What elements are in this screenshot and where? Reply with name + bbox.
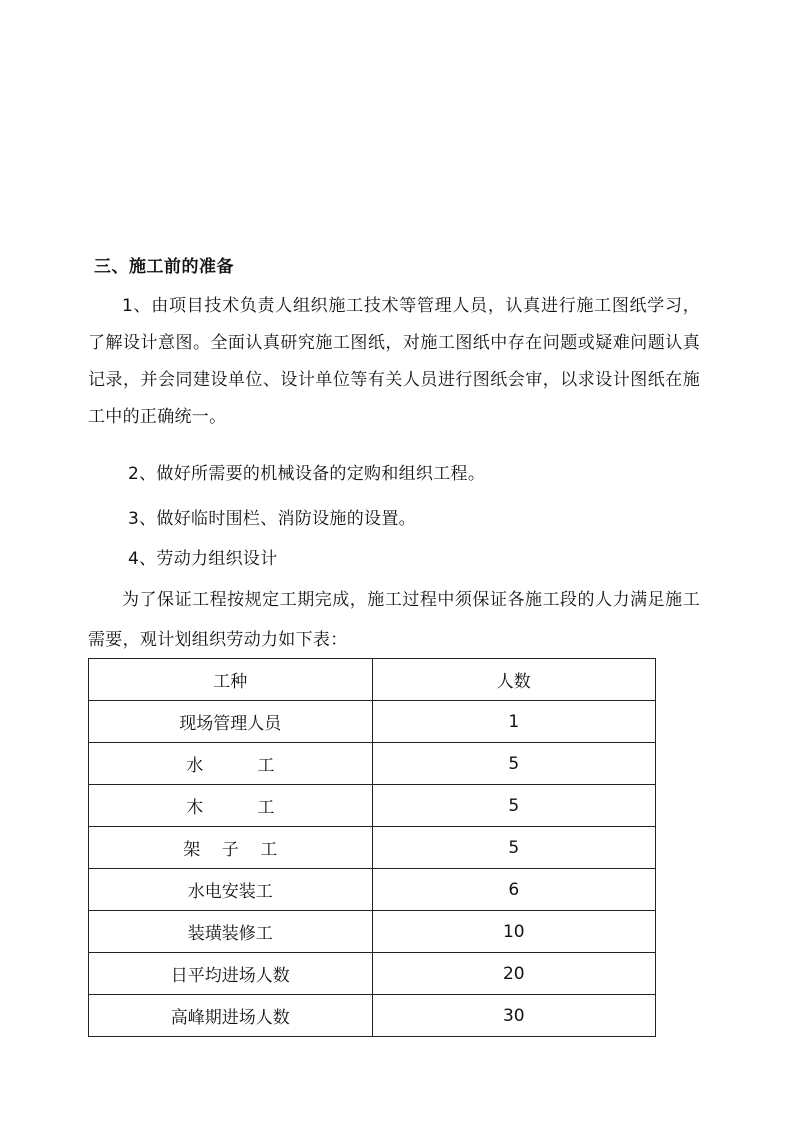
paragraph-item-4: 4、劳动力组织设计: [128, 549, 278, 569]
table-row: [89, 785, 656, 827]
count-cell: 1: [372, 701, 655, 743]
labor-table: [88, 658, 656, 1037]
table-row: [89, 743, 656, 785]
count-cell: 30: [372, 995, 655, 1037]
table-row: [89, 701, 656, 743]
count-cell: 5: [372, 827, 655, 869]
trade-cell: 高峰期进场人数: [89, 995, 373, 1037]
trade-cell: 水电安装工: [89, 869, 373, 911]
trade-cell: 水 工: [89, 743, 373, 785]
count-cell: 5: [372, 743, 655, 785]
trade-cell: 现场管理人员: [89, 701, 373, 743]
trade-cell: 装璜装修工: [89, 911, 373, 953]
table-header-row: [89, 659, 656, 701]
table-row: [89, 911, 656, 953]
section-heading: 三、施工前的准备: [94, 257, 234, 277]
header-count: 人数: [372, 659, 655, 701]
paragraph-item-3: 3、做好临时围栏、消防设施的设置。: [128, 509, 416, 529]
trade-cell: 架 子 工: [89, 827, 373, 869]
table-row: [89, 953, 656, 995]
count-cell: 20: [372, 953, 655, 995]
paragraph-item-5: 为了保证工程按规定工期完成，施工过程中须保证各施工段的人力满足施工需要，观计划组织劳动力如下表：: [88, 590, 700, 650]
table-row: [89, 995, 656, 1037]
trade-cell: 日平均进场人数: [89, 953, 373, 995]
paragraph-item-1: 1、由项目技术负责人组织施工技术等管理人员，认真进行施工图纸学习，了解设计意图。全面认真研究施工图纸，对施工图纸中存在问题或疑难问题认真记录，并会同建设单位、设计单位等有关人员进行图纸会审，以求设计图纸在施工中的正确统一。: [88, 296, 700, 427]
table-row: [89, 827, 656, 869]
trade-cell: 木 工: [89, 785, 373, 827]
table-row: [89, 869, 656, 911]
count-cell: 6: [372, 869, 655, 911]
count-cell: 5: [372, 785, 655, 827]
paragraph-item-2: 2、做好所需要的机械设备的定购和组织工程。: [128, 464, 486, 484]
header-trade: 工种: [89, 659, 373, 701]
count-cell: 10: [372, 911, 655, 953]
